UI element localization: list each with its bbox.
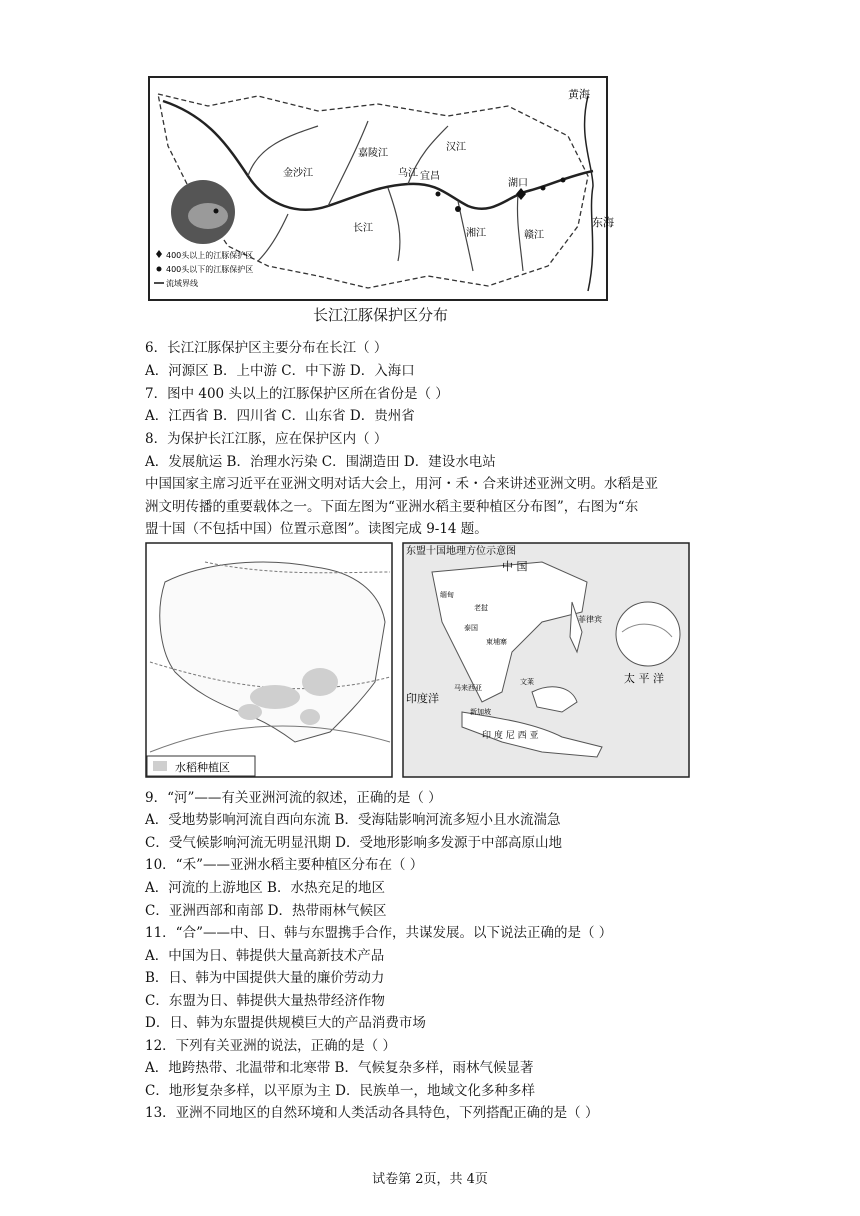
map1-title: 长江江豚保护区分布 bbox=[313, 306, 449, 324]
label-donghai: 东海 bbox=[592, 216, 614, 229]
question-12-cd: C．地形复杂多样，以平原为主 D．民族单一，地域文化多种多样 bbox=[145, 1083, 535, 1099]
svg-text:文莱: 文莱 bbox=[520, 678, 534, 686]
question-11: 11．“合”——中、日、韩与东盟携手合作，共谋发展。以下说法正确的是（ ） bbox=[145, 925, 613, 941]
question-11-c: C．东盟为日、韩提供大量热带经济作物 bbox=[145, 993, 385, 1009]
svg-text:印 度 尼 西 亚: 印 度 尼 西 亚 bbox=[482, 731, 539, 741]
asia-rice-map bbox=[145, 542, 393, 778]
label-chang: 长江 bbox=[353, 223, 373, 234]
svg-text:400头以上的江豚保护区: 400头以上的江豚保护区 bbox=[166, 251, 254, 260]
question-12-ab: A．地跨热带、北温带和北寒带 B．气候复杂多样，雨林气候显著 bbox=[145, 1060, 534, 1076]
svg-text:印度洋: 印度洋 bbox=[406, 692, 439, 705]
question-8: 8．为保护长江江豚，应在保护区内（ ） bbox=[145, 431, 388, 447]
label-jinsha: 金沙江 bbox=[283, 168, 313, 179]
question-9-cd: C．受气候影响河流无明显汛期 D．受地形影响多发源于中部高原山地 bbox=[145, 835, 562, 851]
question-6-options: A．河源区 B．上中游 C．中下游 D．入海口 bbox=[145, 363, 415, 379]
label-yichang: 宜昌 bbox=[420, 171, 440, 182]
yangtze-porpoise-map bbox=[148, 76, 614, 301]
question-11-a: A．中国为日、韩提供大量高新技术产品 bbox=[145, 948, 385, 964]
label-hukou: 湖口 bbox=[508, 178, 528, 189]
question-10: 10．“禾”——亚洲水稻主要种植区分布在（ ） bbox=[145, 857, 424, 873]
label-xiang: 湘江 bbox=[466, 228, 486, 239]
question-9: 9．“河”——有关亚洲河流的叙述，正确的是（ ） bbox=[145, 790, 442, 806]
label-wu: 乌江 bbox=[398, 168, 418, 179]
svg-text:新加坡: 新加坡 bbox=[470, 708, 491, 716]
question-8-options: A．发展航运 B．治理水污染 C．围湖造田 D．建设水电站 bbox=[145, 454, 496, 470]
map3-title: 东盟十国地理方位示意图 bbox=[406, 546, 516, 557]
svg-text:400头以下的江豚保护区: 400头以下的江豚保护区 bbox=[166, 265, 254, 274]
intro-line-2: 洲文明传播的重要载体之一。下面左图为“亚洲水稻主要种植区分布图”，右图为“东 bbox=[145, 499, 639, 515]
question-10-ab: A．河流的上游地区 B．水热充足的地区 bbox=[145, 880, 385, 896]
porpoise-photo bbox=[171, 180, 235, 244]
question-7-options: A．江西省 B．四川省 C．山东省 D．贵州省 bbox=[145, 408, 415, 424]
question-7: 7．图中 400 头以上的江豚保护区所在省份是（ ） bbox=[145, 386, 449, 402]
question-11-b: B．日、韩为中国提供大量的廉价劳动力 bbox=[145, 970, 385, 986]
intro-line-1: 中国国家主席习近平在亚洲文明对话大会上，用河・禾・合来讲述亚洲文明。水稻是亚 bbox=[145, 476, 658, 492]
svg-text:泰国: 泰国 bbox=[464, 624, 478, 632]
question-9-ab: A．受地势影响河流自西向东流 B．受海陆影响河流多短小且水流湍急 bbox=[145, 812, 561, 828]
svg-text:马来西亚: 马来西亚 bbox=[454, 684, 482, 692]
svg-text:老挝: 老挝 bbox=[474, 604, 488, 612]
question-11-d: D．日、韩为东盟提供规模巨大的产品消费市场 bbox=[145, 1015, 426, 1031]
svg-text:太 平 洋: 太 平 洋 bbox=[624, 672, 664, 685]
label-han: 汉江 bbox=[446, 142, 466, 153]
svg-text:柬埔寨: 柬埔寨 bbox=[486, 638, 507, 646]
label-gan: 赣江 bbox=[524, 230, 544, 241]
question-13: 13．亚洲不同地区的自然环境和人类活动各具特色，下列搭配正确的是（ ） bbox=[145, 1105, 599, 1121]
svg-text:缅甸: 缅甸 bbox=[440, 591, 454, 599]
intro-line-3: 盟十国（不包括中国）位置示意图”。读图完成 9-14 题。 bbox=[145, 521, 488, 537]
svg-text:流域界线: 流域界线 bbox=[166, 279, 198, 288]
asean-map bbox=[402, 542, 690, 778]
svg-text:菲律宾: 菲律宾 bbox=[578, 615, 602, 624]
question-6: 6．长江江豚保护区主要分布在长江（ ） bbox=[145, 340, 388, 356]
question-10-cd: C．亚洲西部和南部 D．热带雨林气候区 bbox=[145, 903, 387, 919]
map2-legend: 水稻种植区 bbox=[175, 761, 230, 774]
question-12: 12．下列有关亚洲的说法，正确的是（ ） bbox=[145, 1038, 396, 1054]
label-jialing: 嘉陵江 bbox=[358, 148, 388, 159]
svg-text:中 国: 中 国 bbox=[502, 560, 528, 573]
page-footer: 试卷第 2页，共 4页 bbox=[372, 1172, 488, 1187]
label-huanghai: 黄海 bbox=[568, 88, 590, 101]
